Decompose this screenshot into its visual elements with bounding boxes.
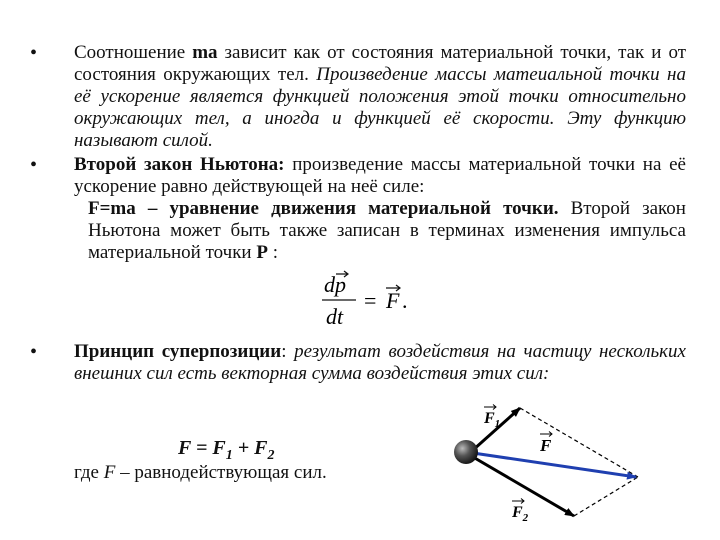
material-point — [454, 440, 478, 464]
ma-term: ma — [192, 42, 218, 63]
eq-f1: F — [212, 437, 226, 459]
bullet-dot: • — [30, 341, 38, 363]
resultant-force-arrow — [473, 453, 636, 477]
equation-of-motion: F=ma – уравнение движения материальной точки. — [88, 198, 559, 219]
text-run: : — [281, 341, 295, 362]
bullet-dot: • — [30, 154, 38, 176]
resultant-note — [74, 462, 327, 484]
text-run: : — [267, 242, 278, 263]
vector-arrow-icon — [484, 405, 496, 410]
text-run: зависит как от состояния материальной точки, так и от состояния окружающих тел. — [74, 42, 687, 85]
formula-denominator: dt — [326, 304, 344, 329]
bullet-superposition — [74, 341, 686, 385]
eq-f2: F — [254, 437, 268, 459]
formula-numerator: dp — [324, 272, 346, 297]
second-law-title: Второй закон Ньютона: — [74, 154, 285, 175]
text-run: где — [74, 462, 104, 483]
bullet-ma-relation — [74, 42, 686, 152]
eq-plus: + — [232, 437, 255, 459]
vector-arrow-icon — [512, 499, 524, 504]
superposition-equation — [178, 437, 274, 464]
bullet-second-law — [74, 154, 686, 264]
label-f2: $F_2$ — [512, 504, 529, 524]
resultant-symbol: F — [103, 462, 116, 483]
bullet-dot: • — [30, 42, 38, 64]
text-run: Второй закон Ньютона может быть также записан в терминах изменения импульса материальной точки — [88, 198, 686, 263]
force-definition: Произведение массы матеиальной точки на её ускорение является функцией положения этой точки относительно окружающих тел, а иногда и функцией её скорости. Эту функцию называют силой. — [74, 64, 686, 151]
superposition-title: Принцип суперпозиции — [74, 341, 282, 362]
formula-period: . — [402, 288, 408, 313]
label-f: F — [540, 436, 552, 455]
eq-equals: = — [190, 437, 213, 459]
text-run: – равнодействующая сил. — [115, 462, 327, 483]
equation-line — [74, 198, 686, 264]
text-run: произведение массы материальной точки на её ускорение равно действующей на неё силе: — [74, 154, 686, 197]
eq-sub2: 2 — [267, 448, 275, 463]
label-f1: $F_1$ — [484, 410, 501, 430]
formula-equals: = — [364, 288, 377, 313]
eq-lhs: F — [178, 437, 191, 459]
momentum-symbol: P — [256, 242, 268, 263]
superposition-definition: результат воздействия на частицу нескольких внешних сил есть векторная сумма воздействия этих сил: — [74, 341, 686, 384]
parallelogram-side — [574, 477, 638, 516]
force-diagram — [440, 395, 710, 535]
text-run: Соотношение — [74, 42, 193, 63]
eq-sub1: 1 — [225, 448, 233, 463]
formula-rhs: F — [386, 288, 400, 313]
momentum-formula — [318, 270, 438, 332]
parallelogram-side — [520, 408, 638, 477]
